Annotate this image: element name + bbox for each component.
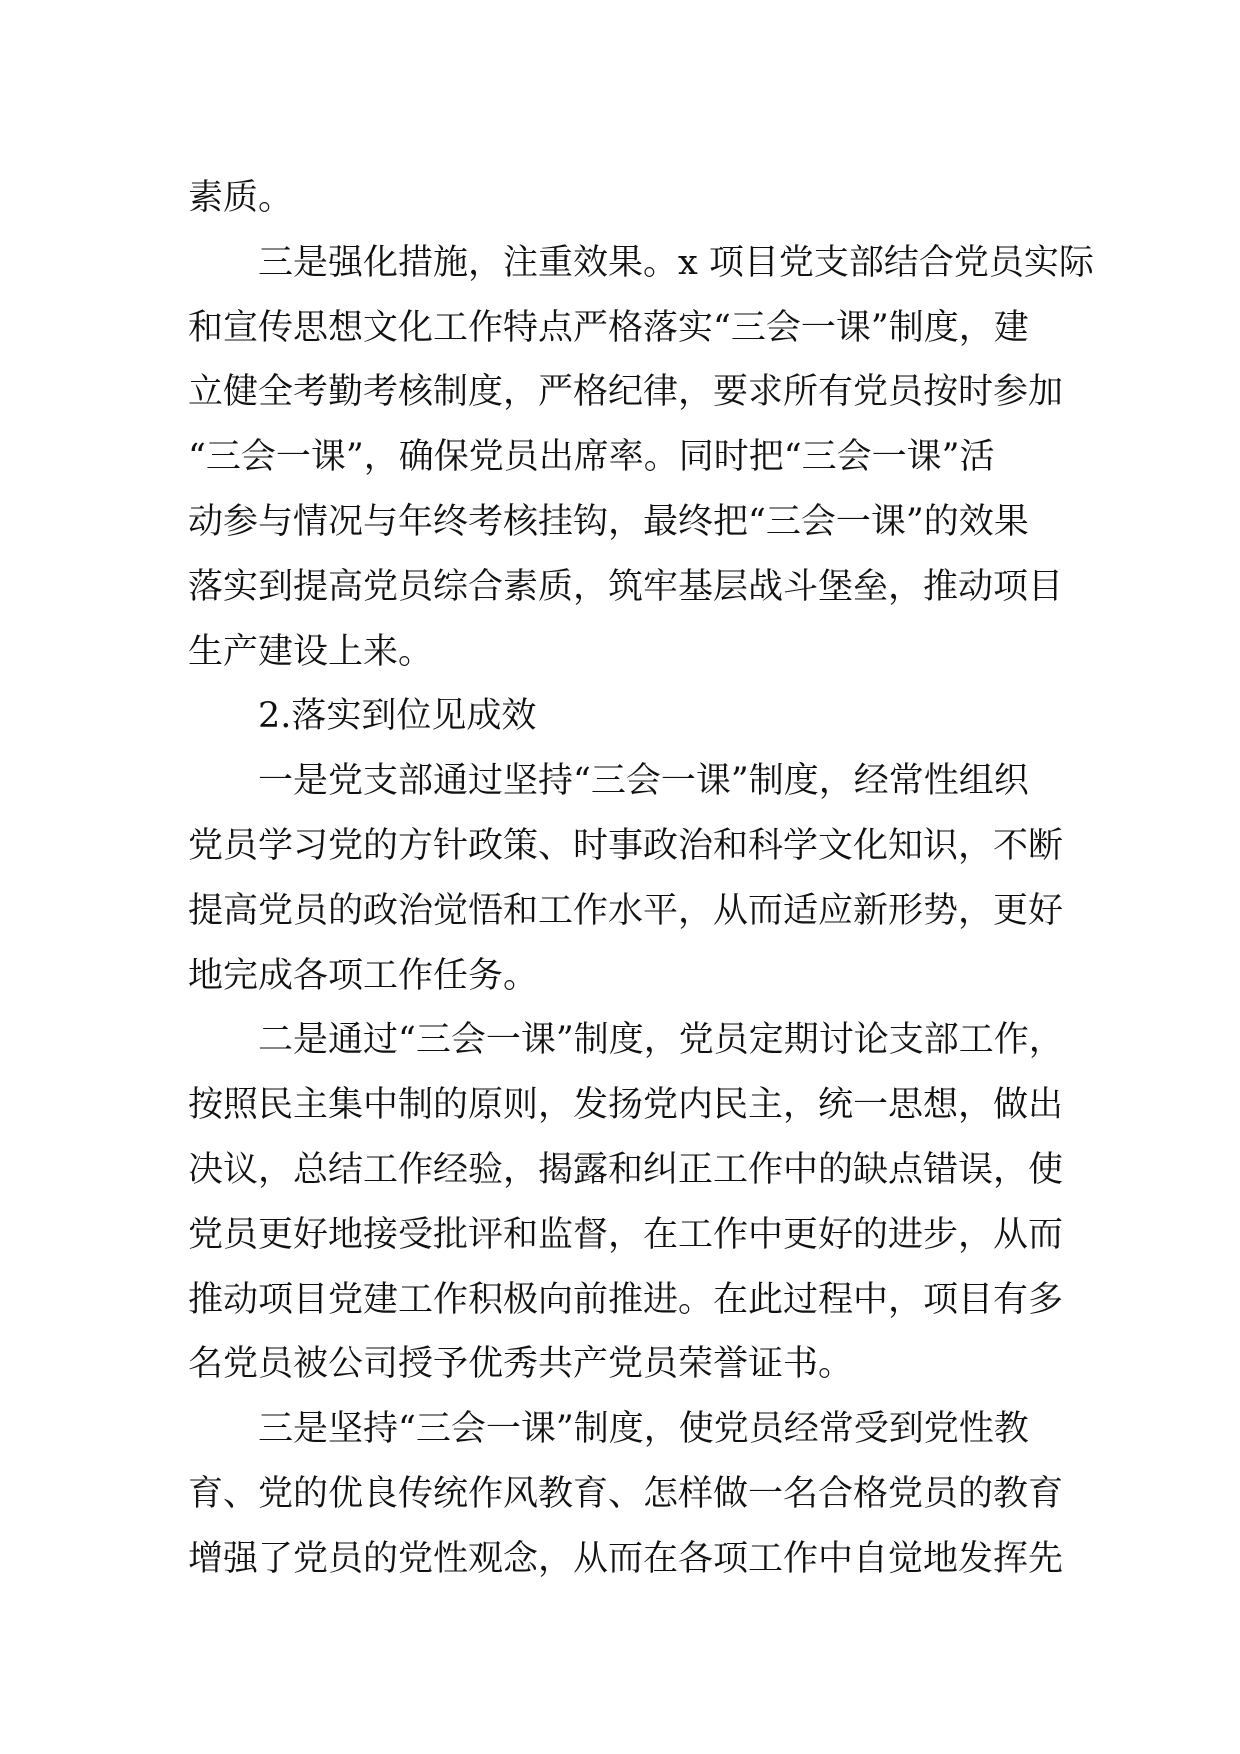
text-line: “三会一课”，确保党员出席率。同时把“三会一课”活 (188, 437, 995, 478)
paragraph-start-line: 二是通过“三会一课”制度，党员定期讨论支部工作， (258, 1020, 1064, 1061)
section-heading: 2.落实到位见成效 (258, 696, 537, 737)
text-line: 提高党员的政治觉悟和工作水平，从而适应新形势，更好 (188, 890, 1064, 931)
text-line: 推动项目党建工作积极向前推进。在此过程中，项目有多 (188, 1279, 1064, 1320)
document-body (188, 166, 1094, 1592)
text-line: 党员学习党的方针政策、时事政治和科学文化知识，不断 (188, 825, 1064, 866)
text-line: 党员更好地接受批评和监督，在工作中更好的进步，从而 (188, 1214, 1064, 1255)
text-line: 素质。 (188, 178, 294, 218)
paragraph-start-line: 三是强化措施，注重效果。x 项目党支部结合党员实际 (258, 242, 1094, 283)
text-line: 名党员被公司授予优秀共产党员荣誉证书。 (188, 1344, 854, 1385)
text-line: 地完成各项工作任务。 (188, 955, 539, 996)
paragraph-start-line: 一是党支部通过坚持“三会一课”制度，经常性组织 (258, 761, 1029, 802)
text-line: 按照民主集中制的原则，发扬党内民主，统一思想，做出 (188, 1085, 1064, 1126)
text-line: 育、党的优良传统作风教育、怎样做一名合格党员的教育 (188, 1473, 1064, 1514)
text-line: 增强了党员的党性观念，从而在各项工作中自觉地发挥先 (188, 1538, 1064, 1579)
text-line: 和宣传思想文化工作特点严格落实“三会一课”制度，建 (188, 307, 1029, 348)
text-line: 决议，总结工作经验，揭露和纠正工作中的缺点错误，使 (188, 1149, 1064, 1190)
text-line: 生产建设上来。 (188, 631, 434, 672)
text-line: 立健全考勤考核制度，严格纪律，要求所有党员按时参加 (188, 372, 1064, 413)
text-line: 动参与情况与年终考核挂钩，最终把“三会一课”的效果 (188, 501, 1029, 542)
paragraph-start-line: 三是坚持“三会一课”制度，使党员经常受到党性教 (258, 1409, 1029, 1450)
text-line: 落实到提高党员综合素质，筑牢基层战斗堡垒，推动项目 (188, 566, 1064, 607)
